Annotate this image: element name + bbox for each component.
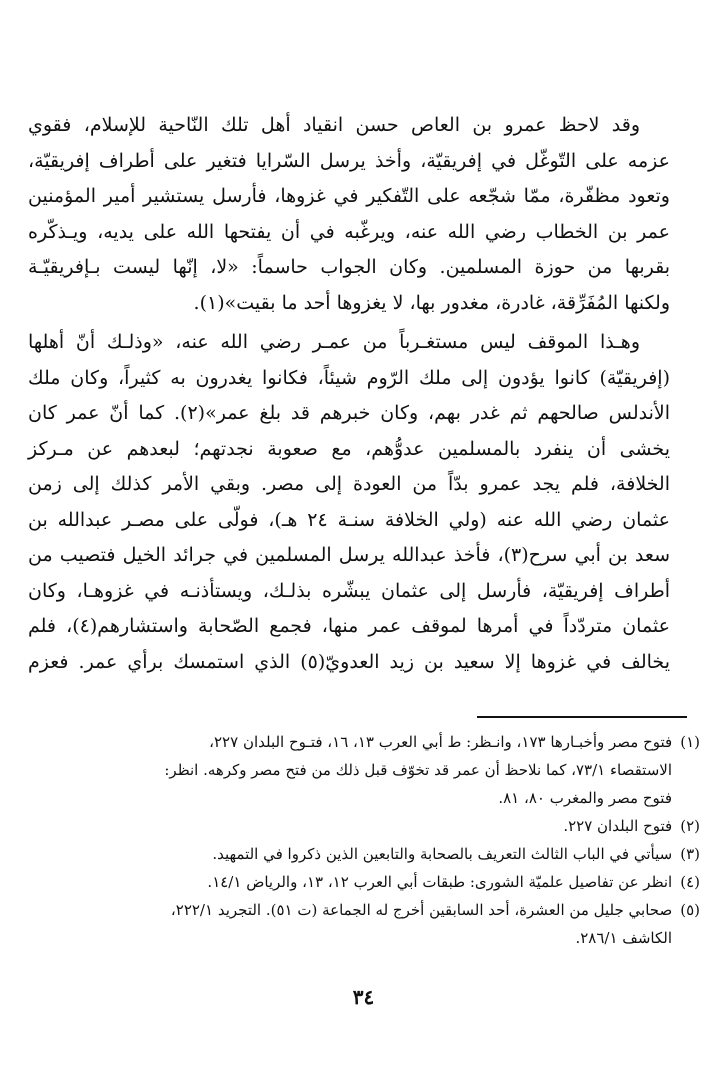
text-line: وقد لاحظ عمرو بن العاص حسن انقياد أهل تلك النّاحية للإسلام، فقوي: [28, 114, 640, 136]
footnote-4: [28, 868, 700, 896]
footnote-text: سيأتي في الباب الثالث التعريف بالصحابة والتابعين الذين ذكروا في التمهيد.: [212, 845, 673, 863]
text-line: عثمان متردّداً في أمرها لموقف عمر منها، فجمع الصّحابة واستشارهم(٤)، فلم: [28, 615, 671, 637]
text-line: بقربها من حوزة المسلمين. وكان الجواب حاسماً: «لا، إنّها ليست بـإفريقيّـة: [28, 256, 670, 278]
paragraph-2: [28, 325, 700, 680]
text-line: يخشى أن ينفرد بالمسلمين عدوُّهم، مع صعوبة نجدتهم؛ لبعدهم عن مـركز: [28, 437, 670, 460]
footnote-5: [28, 896, 700, 952]
footnote-text: فتوح البلدان ٢٢٧.: [563, 817, 673, 835]
footnote-line: [28, 812, 700, 840]
footnote-text: الاستقصاء ٧٣/١، كما نلاحظ أن عمر قد تخوّف قبل ذلك من فتح مصر وكرهه. انظر:: [164, 761, 672, 779]
footnote-text: الكاشف ٢٨٦/١.: [575, 929, 672, 947]
footnote-number: (٥): [680, 901, 700, 919]
footnote-line: [28, 868, 700, 896]
text-line: الخلافة، فلم يجد عمرو بدّاً من العودة إلى مصر. وبقي الأمر كذلك إلى زمن: [28, 473, 670, 495]
footnote-number: (٣): [680, 845, 700, 863]
footnote-text: انظر عن تفاصيل علميّة الشورى: طبقات أبي العرب ١٢، ١٣، والرياض ١٤/١.: [207, 873, 673, 891]
text-line: الأندلس صالحهم ثم غدر بهم، وكان خبرهم قد بلغ عمر»(٢). كما أنّ عمر كان: [28, 402, 670, 424]
footnote-text: فتوح مصر وأخبـارها ١٧٣، وانـظر: ط أبي العرب ١٣، ١٦، فتـوح البلدان ٢٢٧،: [209, 733, 673, 751]
footnote-text: فتوح مصر والمغرب ٨٠، ٨١.: [498, 789, 672, 807]
footnote-number: (٢): [680, 817, 700, 835]
text-line: سعد بن أبي سرح(٣)، فأخذ عبدالله يرسل المسلمين في جرائد الخيل فتصيب من: [28, 544, 670, 566]
text-line: يخالف في غزوها إلا سعيد بن زيد العدويّ(٥) الذي استمسك برأي عمر. فعزم: [28, 650, 670, 673]
footnote-number: (٤): [680, 873, 700, 891]
page-number: ٣٤: [352, 985, 375, 1009]
footnote-2: [28, 812, 700, 840]
text-line: عمر بن الخطاب رضي الله عنه، ويرغّبه في أن يفتحها الله على يديه، ويـذكّره: [28, 220, 670, 243]
footnote-line: [28, 728, 700, 756]
footnote-text: صحابي جليل من العشرة، أحد السابقين أخرج له الجماعة (ت ٥١). التجريد ٢٢٢/١،: [170, 901, 673, 919]
main-text: [28, 108, 700, 680]
paragraph-1: [28, 108, 700, 321]
text-line: أطراف إفريقيّة، فأرسل إلى عثمان يبشّره بذلـك، ويستأذنـه في غزوهـا، وكان: [28, 579, 670, 602]
text-line: عزمه على التّوغّل في إفريقيّة، وأخذ يرسل السّرايا فتغير على أطراف إفريقيّة،: [28, 149, 670, 172]
footnote-separator: [477, 716, 687, 718]
text-line: عثمان رضي الله عنه (ولي الخلافة سنـة ٢٤ هـ)، فولّى على مصـر عبدالله بن: [28, 508, 671, 531]
text-line: وهـذا الموقف ليس مستغـرباً من عمـر رضي الله عنه، «وذلـك أنّ أهلها: [28, 331, 640, 353]
text-line: ولكنها المُفَرِّقة، غادرة، مغدور بها، لا يغزوها أحد ما بقيت»(١).: [193, 291, 670, 314]
footnote-line: [28, 896, 700, 924]
footnotes: [28, 728, 700, 952]
footnote-1: [28, 728, 700, 812]
footnote-line: [28, 840, 700, 868]
text-line: (إفريقيّة) كانوا يؤدون إلى ملك الرّوم شيئاً، فكانوا يغدرون به كثيراً، وكان ملك: [28, 366, 670, 389]
footnote-number: (١): [680, 733, 700, 751]
footnote-3: [28, 840, 700, 868]
text-line: وتعود مظفّرة، ممّا شجّعه على التّفكير في غزوها، فأرسل يستشير أمير المؤمنين: [28, 185, 670, 207]
